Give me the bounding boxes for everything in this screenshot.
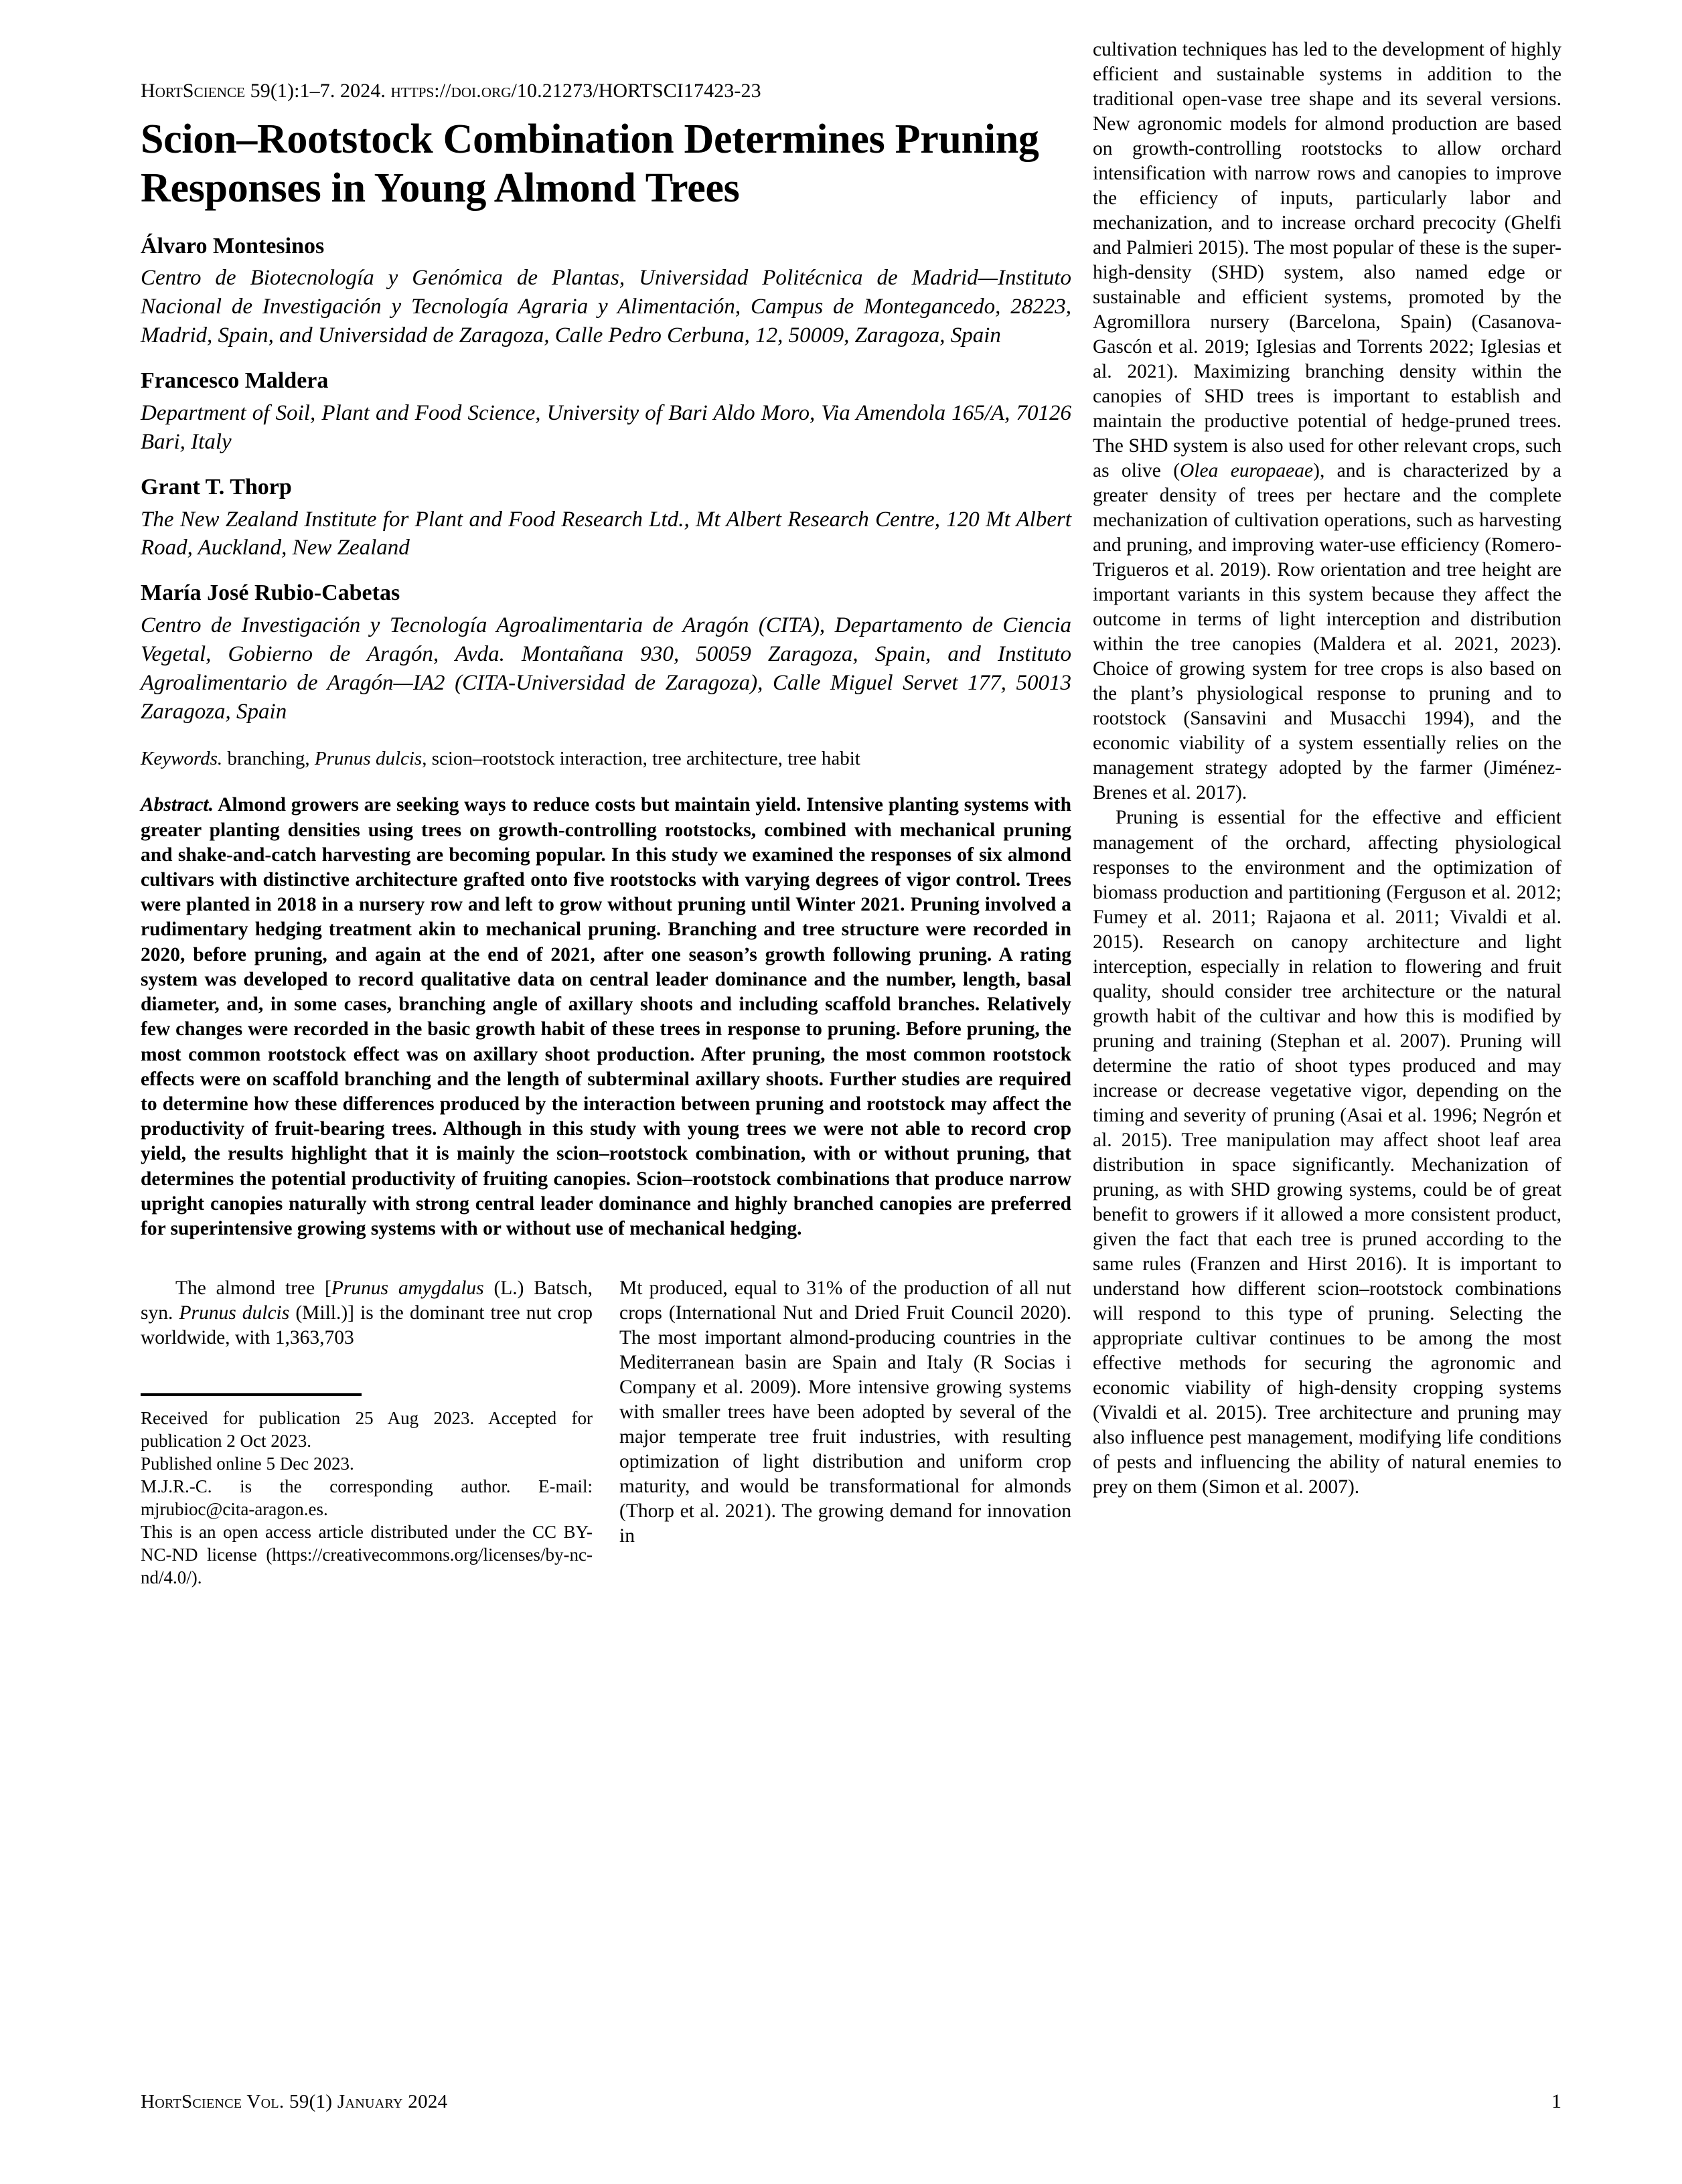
abstract-label: Abstract. [141, 794, 214, 816]
keywords-label: Keywords. [141, 747, 223, 769]
page-footer [141, 2090, 1561, 2113]
col1-mid: (L.) Batsch, syn. [141, 1277, 593, 1324]
species-name-prunus-amygdalus: Prunus amygdalus [331, 1277, 484, 1300]
author-block [141, 233, 1071, 350]
footnote-license: This is an open access article distributed under the CC BY-NC-ND license (https://creativecommons.org/licenses/by-nc-nd/4.0/). [141, 1522, 593, 1588]
right-col-paragraph-1 [1093, 37, 1561, 805]
author-name: Francesco Maldera [141, 368, 329, 394]
author-name: Grant T. Thorp [141, 474, 292, 499]
author-affiliation: Department of Soil, Plant and Food Science, University of Bari Aldo Moro, Via Amendola 165/A, 70126 Bari, Italy [141, 400, 1071, 454]
species-name-prunus-dulcis: Prunus dulcis [314, 747, 423, 769]
species-name-olea: Olea europaeae [1180, 460, 1314, 482]
right-col-paragraph-2: Pruning is essential for the effective and efficient management of the orchard, affecting physiological responses to the environment and the optimization of biomass production and partitioning (Ferguson et al. 2012; Fumey et al. 2011; Rajaona et al. 2011; Vivaldi et al. 2015). Research on canopy architecture and light interception, especially in relation to flowering and fruit quality, should consider tree architecture or the natural growth habit of the cultivar and how this is modified by pruning and training (Stephan et al. 2007). Pruning will determine the ratio of shoot types produced and may increase or decrease vegetative vigor, depending on the timing and severity of pruning (Asai et al. 1996; Negrón et al. 2015). Tree manipulation may affect shoot leaf area distribution in space significantly. Mechanization of pruning, as with SHD growing systems, could be of great benefit to growers if it allowed a more consistent product, given the fact that each tree is pruned according to the same rules (Franzen and Hirst 2016). It is important to understand how different scion–rootstock combinations will respond to this type of pruning. Selecting the appropriate cultivar continues to be among the most effective methods for securing the agronomic and economic viability of high-density cropping systems (Vivaldi et al. 2015). Tree architecture and pruning may also influence pest management, modifying life conditions of pests and influencing the ability of natural enemies to prey on them (Simon et al. 2007). [1093, 807, 1561, 1498]
journal-masthead [141, 79, 1065, 103]
article-head-zone [141, 79, 1071, 1589]
author-block [141, 474, 1071, 563]
footnote-block [141, 1393, 593, 1589]
author-name: Álvaro Montesinos [141, 233, 325, 258]
author-name: María José Rubio-Cabetas [141, 580, 400, 606]
body-column-1-paragraph [141, 1276, 593, 1350]
keywords-pre: branching, [222, 747, 315, 769]
col1-post: (Mill.)] is the dominant tree nut crop worldwide, with 1,363,703 [141, 1302, 593, 1349]
footer-journal-line: HortScience Vol. 59(1) January 2024 [141, 2091, 448, 2112]
author-affiliation: Centro de Investigación y Tecnología Agroalimentaria de Aragón (CITA), Departamento de Ciencia Vegetal, Gobierno de Aragón, Avda. Montañana 930, 50059 Zaragoza, Spain, and Instituto Agroalimentario de Aragón—IA2 (CITA-Universidad de Zaragoza), Calle Miguel Servet 177, 50013 Zaragoza, Spain [141, 613, 1071, 724]
footnote-corresponding-author: M.J.R.-C. is the corresponding author. E-mail: mjrubioc@cita-aragon.es. [141, 1476, 593, 1520]
abstract-text: Almond growers are seeking ways to reduce costs but maintain yield. Intensive planting systems with greater planting densities using trees on growth-controlling rootstocks, combined with mechanical pruning and shake-and-catch harvesting are becoming popular. In this study we examined the responses of six almond cultivars with distinctive architecture grafted onto five rootstocks with varying degrees of vigor control. Trees were planted in 2018 in a nursery row and left to grow without pruning until Winter 2021. Pruning involved a rudimentary hedging treatment akin to mechanical pruning. Branching and tree structure were recorded in 2020, before pruning, and again at the end of 2021, after one season’s growth following pruning. A rating system was developed to record qualitative data on central leader dominance and the number, length, basal diameter, and, in some cases, branching angle of axillary shoots and including scaffold branches. Relatively few changes were recorded in the basic growth habit of these trees in response to pruning. Before pruning, the most common rootstock effect was on axillary shoot production. After pruning, the most common rootstock effects were on scaffold branching and the length of subterminal axillary shoots. Further studies are required to determine how these differences produced by the interaction between pruning and rootstock may affect the productivity of fruit-bearing trees. Although in this study with young trees we were not able to record crop yield, the results highlight that it is mainly the scion–rootstock combination, with or without pruning, that determines the potential productivity of fruiting canopies. Scion–rootstock combinations that produce narrow upright canopies naturally with strong central leader dominance and highly branched canopies are preferred for superintensive growing systems with or without use of mechanical hedging. [141, 794, 1071, 1240]
species-name-prunus-dulcis-body: Prunus dulcis [179, 1302, 290, 1324]
col1-pre: The almond tree [ [175, 1277, 331, 1300]
right-col-p1-post: ), and is characterized by a greater density of trees per hectare and the complete mechanization of cultivation operations, such as harvesting and pruning, and improving water-use efficiency (Romero-Trigueros et al. 2019). Row orientation and tree height are important variants in this system because they affect the outcome in terms of light interception and distribution within the tree canopies (Maldera et al. 2021, 2023). Choice of growing system for tree crops is also based on the plant’s physiological response to pruning and to rootstock (Sansavini and Musacchi 1994), and the economic viability of a system essentially relies on the management strategy adopted by the farmer (Jiménez-Brenes et al. 2017). [1093, 460, 1561, 804]
keywords-post: , scion–rootstock interaction, tree architecture, tree habit [422, 747, 860, 769]
body-column-2-paragraph: Mt produced, equal to 31% of the production of all nut crops (International Nut and Dried Fruit Council 2020). The most important almond-producing countries in the Mediterranean basin are Spain and Italy (R Socias i Company et al. 2009). More intensive growing systems with smaller trees have been adopted by several of the major temperate tree fruit industries, with resulting optimization of light distribution and uniform crop maturity, and would be transformational for almonds (Thorp et al. 2021). The growing demand for innovation in [619, 1277, 1071, 1547]
body-lower-columns [141, 1276, 1071, 1589]
body-column-right [1093, 37, 1561, 1500]
page-layout [141, 39, 1561, 1589]
body-column-1 [141, 1276, 593, 1589]
right-col-p1-pre: cultivation techniques has led to the development of highly efficient and sustainable systems in addition to the traditional open-vase tree shape and its several versions. New agronomic models for almond production are based on growth-controlling rootstocks to allow orchard intensification with narrow rows and canopies to improve the efficiency of inputs, particularly labor and mechanization, and to increase orchard precocity (Ghelfi and Palmieri 2015). The most popular of these is the super-high-density (SHD) system, also named edge or sustainable and efficient systems, promoted by the Agromillora nursery (Barcelona, Spain) (Casanova-Gascón et al. 2019; Iglesias and Torrents 2022; Iglesias et al. 2021). Maximizing branching density within the canopies of SHD trees is important to establish and maintain the productive potential of hedge-pruned trees. The SHD system is also used for other relevant crops, such as olive ( [1093, 39, 1561, 482]
journal-citation: HortScience 59(1):1–7. 2024. https://doi.org/10.21273/HORTSCI17423-23 [141, 80, 761, 102]
footnote-published: Published online 5 Dec 2023. [141, 1454, 354, 1474]
author-block [141, 368, 1071, 457]
footer-page-number: 1 [1551, 2090, 1561, 2112]
keywords-section [141, 747, 1071, 772]
abstract-section [141, 793, 1071, 1241]
body-column-2 [619, 1276, 1071, 1589]
page-title: Scion–Rootstock Combination Determines Pruning Responses in Young Almond Trees [141, 116, 1039, 211]
footnote-divider [141, 1393, 362, 1396]
author-affiliation: Centro de Biotecnología y Genómica de Plantas, Universidad Politécnica de Madrid—Instituto Nacional de Investigación y Tecnología Agraria y Alimentación, Campus de Montegancedo, 28223, Madrid, Spain, and Universidad de Zaragoza, Calle Pedro Cerbuna, 12, 50009, Zaragoza, Spain [141, 266, 1071, 348]
author-affiliation: The New Zealand Institute for Plant and Food Research Ltd., Mt Albert Research Centre, 120 Mt Albert Road, Auckland, New Zealand [141, 507, 1071, 560]
footnote-received: Received for publication 25 Aug 2023. Accepted for publication 2 Oct 2023. [141, 1408, 593, 1452]
author-block [141, 580, 1071, 726]
